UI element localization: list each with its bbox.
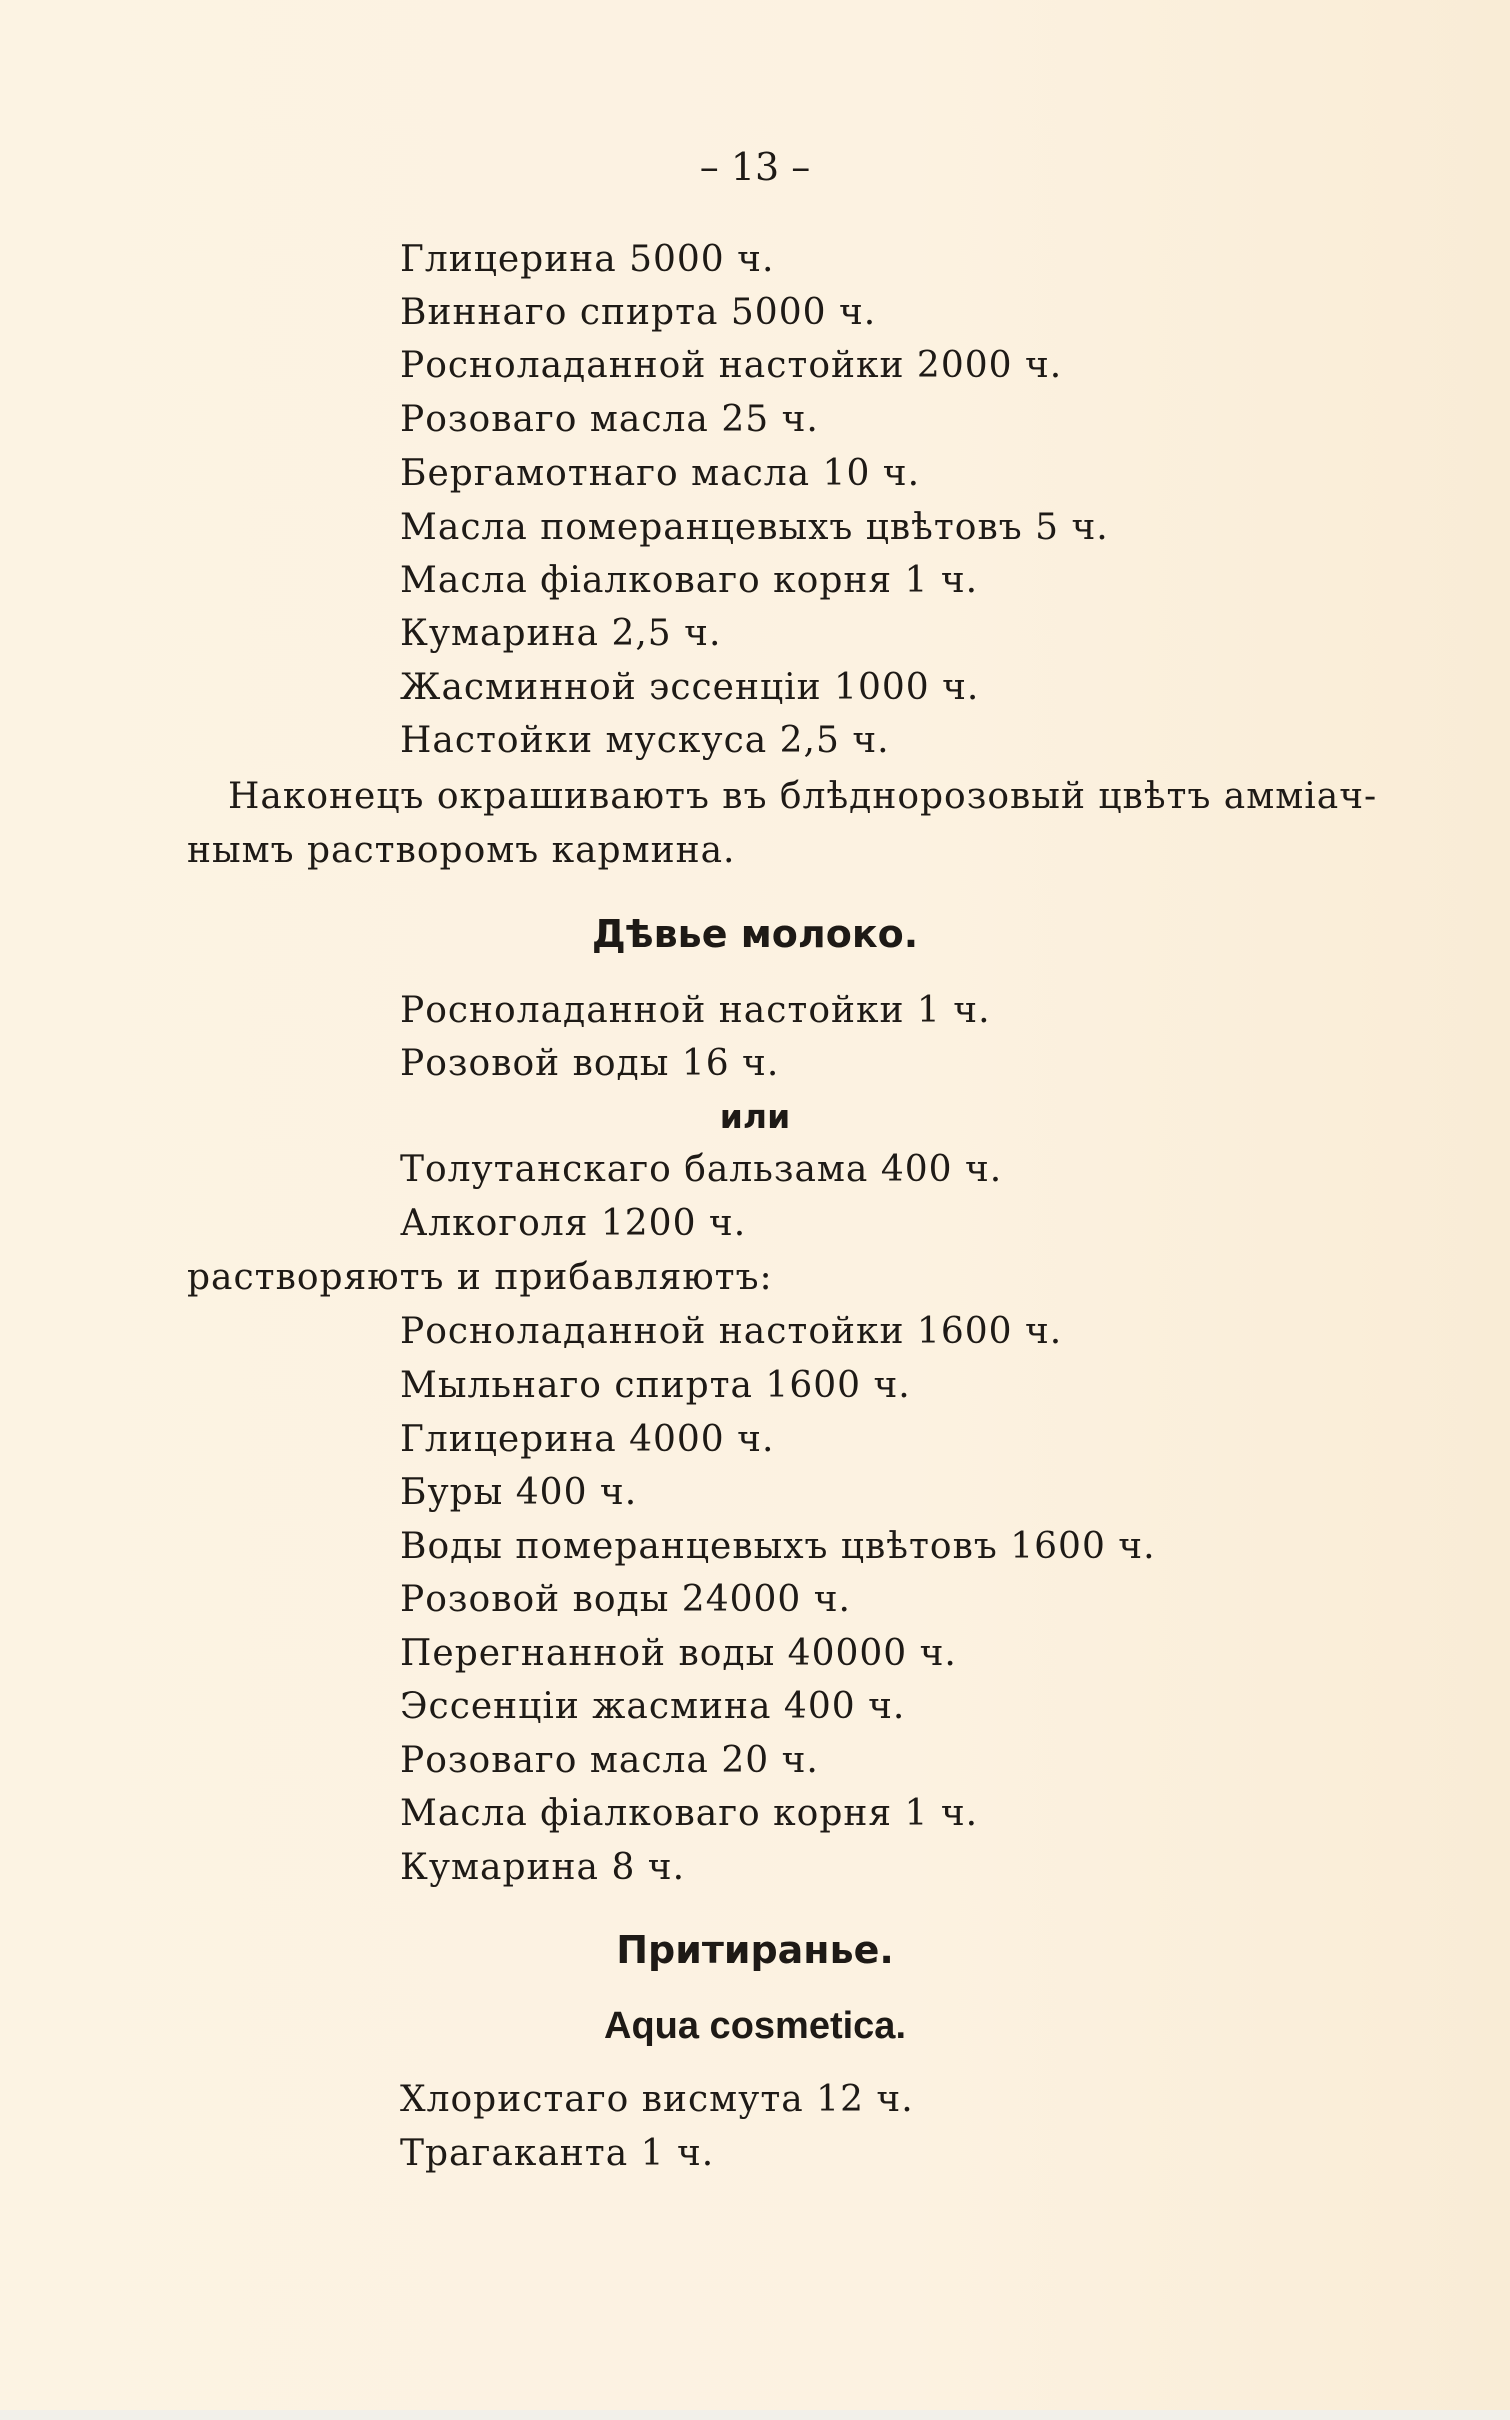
section-subheading: Aqua cosmetica. [604,2005,906,2047]
closing-paragraph-line: Наконецъ окрашиваютъ въ блѣднорозовый цвѣтъ аммiач- [228,776,1378,817]
ingredient-line: Алкоголя 1200 ч. [400,1203,747,1244]
ingredient-line: Росноладанной настойки 1 ч. [400,990,991,1031]
ingredient-line: Росноладанной настойки 2000 ч. [400,345,1063,386]
closing-paragraph-line: нымъ растворомъ кармина. [187,830,736,871]
alternative-divider: или [719,1097,791,1136]
ingredient-line: Воды померанцевыхъ цвѣтовъ 1600 ч. [400,1526,1156,1567]
ingredient-line: Виннаго спирта 5000 ч. [400,292,877,333]
ingredient-line: Перегнанной воды 40000 ч. [400,1633,957,1674]
ingredient-line: Глицерина 5000 ч. [400,239,775,280]
ingredient-line: Буры 400 ч. [400,1472,638,1513]
page-number: – 13 – [699,145,811,189]
ingredient-line: Толутанскаго бальзама 400 ч. [400,1149,1003,1190]
ingredient-line: Настойки мускуса 2,5 ч. [400,720,890,761]
ingredient-line: Эссенціи жасмина 400 ч. [400,1686,906,1727]
ingredient-line: Розоваго масла 20 ч. [400,1740,819,1781]
transition-line: растворяютъ и прибавляютъ: [187,1257,773,1298]
ingredient-line: Розовой воды 24000 ч. [400,1579,851,1620]
page-bottom-edge [0,2410,1510,2420]
ingredient-line: Масла фіалковаго корня 1 ч. [400,1793,979,1834]
section-heading: Притиранье. [616,1928,894,1972]
section-heading: Дѣвье молоко. [591,912,919,956]
ingredient-line: Росноладанной настойки 1600 ч. [400,1311,1063,1352]
ingredient-line: Кумарина 2,5 ч. [400,613,722,654]
ingredient-line: Хлористаго висмута 12 ч. [400,2079,914,2120]
ingredient-line: Масла померанцевыхъ цвѣтовъ 5 ч. [400,507,1109,548]
ingredient-line: Розоваго масла 25 ч. [400,399,819,440]
ingredient-line: Кумарина 8 ч. [400,1847,686,1888]
ingredient-line: Масла фіалковаго корня 1 ч. [400,560,979,601]
ingredient-line: Глицерина 4000 ч. [400,1419,775,1460]
ingredient-line: Бергамотнаго масла 10 ч. [400,453,921,494]
ingredient-line: Мыльнаго спирта 1600 ч. [400,1365,911,1406]
ingredient-line: Жасминной эссенціи 1000 ч. [400,667,980,708]
ingredient-line: Трагаканта 1 ч. [400,2133,715,2174]
ingredient-line: Розовой воды 16 ч. [400,1043,780,1084]
